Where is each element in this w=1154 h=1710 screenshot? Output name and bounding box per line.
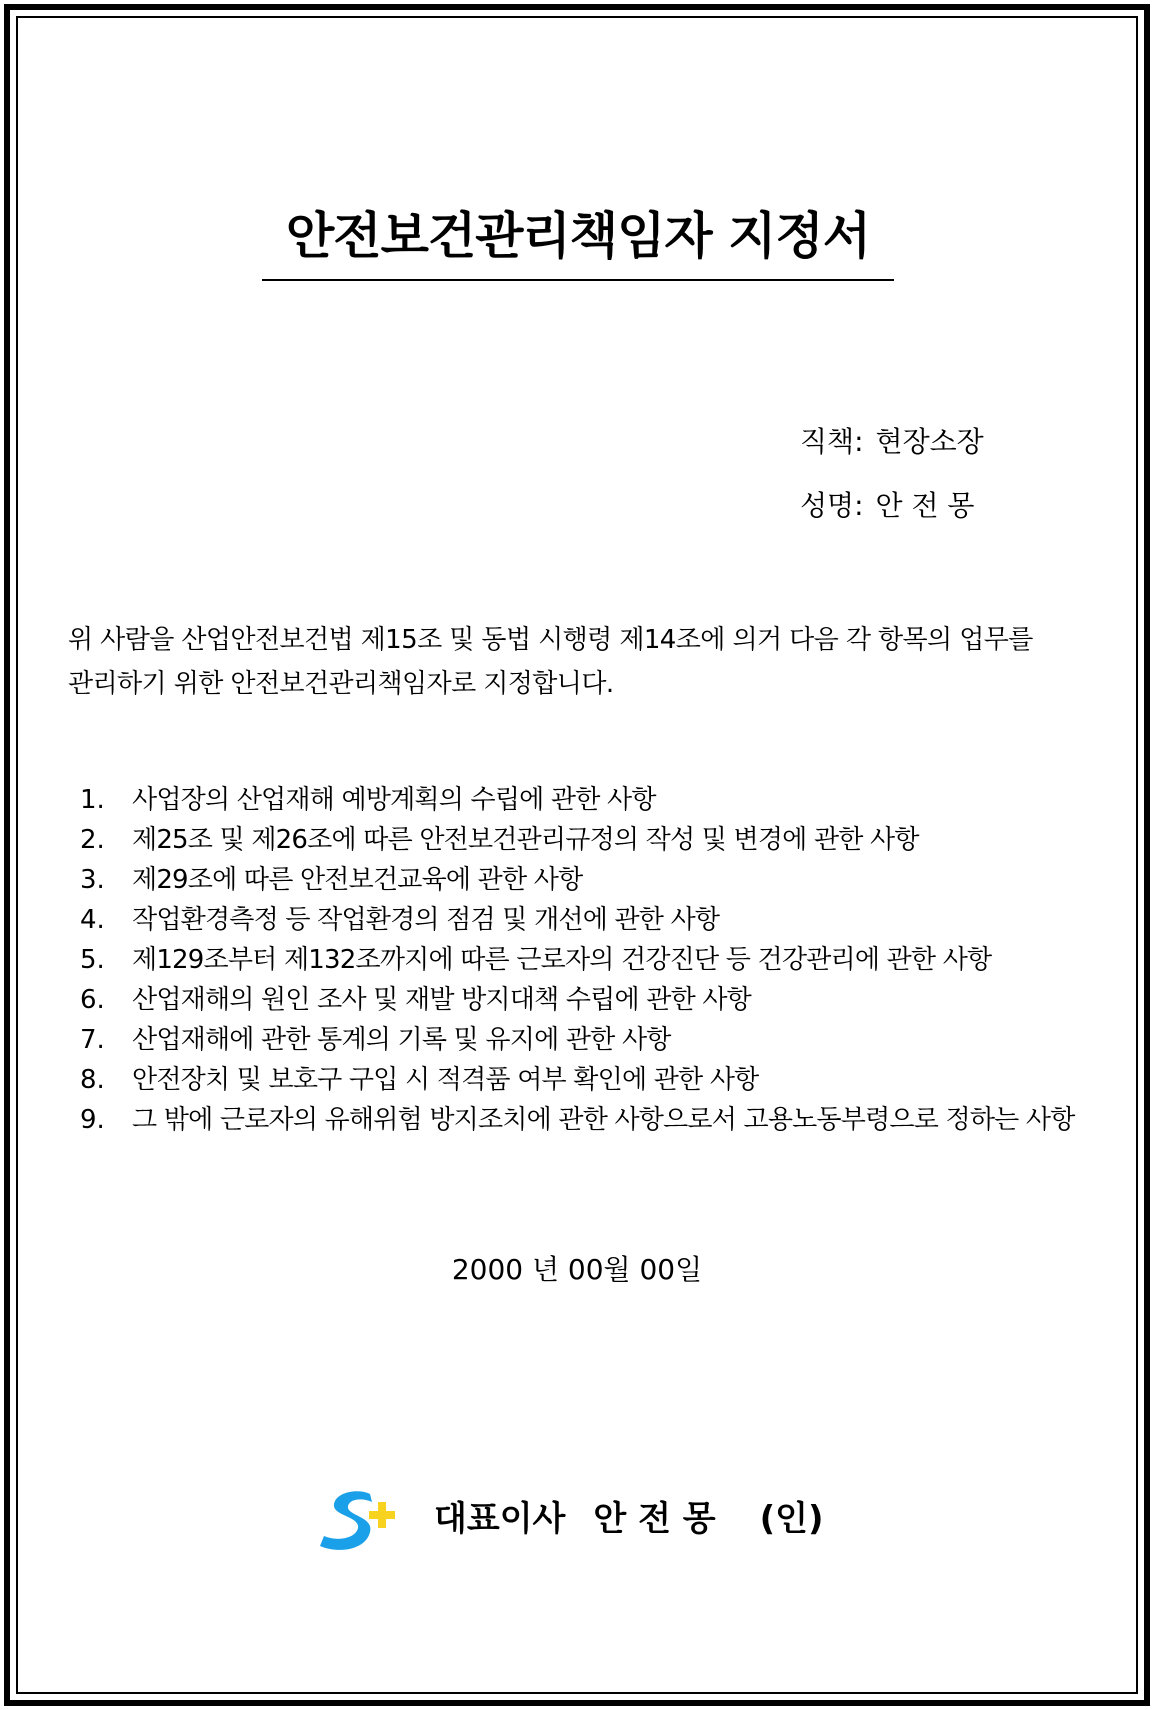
list-item-text: 사업장의 산업재해 예방계획의 수립에 관한 사항 — [132, 785, 656, 815]
intro-line-2: 관리하기 위한 안전보건관리책임자로 지정합니다. — [68, 669, 614, 699]
list-item-text: 제129조부터 제132조까지에 따른 근로자의 건강진단 등 건강관리에 관한 사항 — [132, 945, 992, 975]
list-item-text: 안전장치 및 보호구 구입 시 적격품 여부 확인에 관한 사항 — [132, 1065, 759, 1095]
list-item-text: 그 밖에 근로자의 유해위험 방지조치에 관한 사항으로서 고용노동부령으로 정하는 사항 — [132, 1105, 1075, 1135]
signer-title: 대표이사 — [434, 1499, 566, 1539]
title-underline — [262, 279, 894, 281]
list-item-text: 제29조에 따른 안전보건교육에 관한 사항 — [132, 865, 583, 895]
list-item-number: 9. — [80, 1105, 105, 1135]
name-line — [800, 486, 974, 526]
name-value: 안 전 몽 — [875, 489, 975, 522]
list-item-text: 작업환경측정 등 작업환경의 점검 및 개선에 관한 사항 — [132, 905, 720, 935]
list-item — [80, 980, 1120, 1020]
list-item-number: 8. — [80, 1065, 105, 1095]
list-item — [80, 820, 1120, 860]
signature-block — [318, 1484, 824, 1554]
list-item — [80, 780, 1120, 820]
list-item — [80, 900, 1120, 940]
list-item-text: 산업재해에 관한 통계의 기록 및 유지에 관한 사항 — [132, 1025, 671, 1055]
signer-name: 안 전 몽 — [593, 1499, 716, 1539]
list-item-number: 6. — [80, 985, 105, 1015]
seal-mark: (인) — [759, 1499, 824, 1539]
list-item — [80, 1060, 1120, 1100]
list-item — [80, 1020, 1120, 1060]
intro-paragraph — [68, 618, 1088, 706]
position-line — [800, 422, 984, 462]
signer-line — [434, 1497, 824, 1541]
list-item-number: 7. — [80, 1025, 105, 1055]
list-item-number: 3. — [80, 865, 105, 895]
intro-line-1: 위 사람을 산업안전보건법 제15조 및 동법 시행령 제14조에 의거 다음 각 항목의 업무를 — [68, 625, 1033, 655]
list-item-text: 제25조 및 제26조에 따른 안전보건관리규정의 작성 및 변경에 관한 사항 — [132, 825, 919, 855]
document-title: 안전보건관리책임자 지정서 — [285, 207, 870, 265]
list-item — [80, 940, 1120, 980]
list-item — [80, 860, 1120, 900]
list-item-number: 4. — [80, 905, 105, 935]
duties-list — [80, 780, 1120, 1140]
s-plus-logo-icon — [318, 1486, 400, 1552]
name-label: 성명: — [800, 489, 864, 522]
list-item-number: 5. — [80, 945, 105, 975]
list-item-text: 산업재해의 원인 조사 및 재발 방지대책 수립에 관한 사항 — [132, 985, 751, 1015]
position-value: 현장소장 — [875, 425, 984, 458]
list-item-number: 1. — [80, 785, 105, 815]
issue-date: 2000 년 00월 00일 — [451, 1253, 703, 1286]
list-item-number: 2. — [80, 825, 105, 855]
list-item — [80, 1100, 1120, 1140]
position-label: 직책: — [800, 425, 864, 458]
